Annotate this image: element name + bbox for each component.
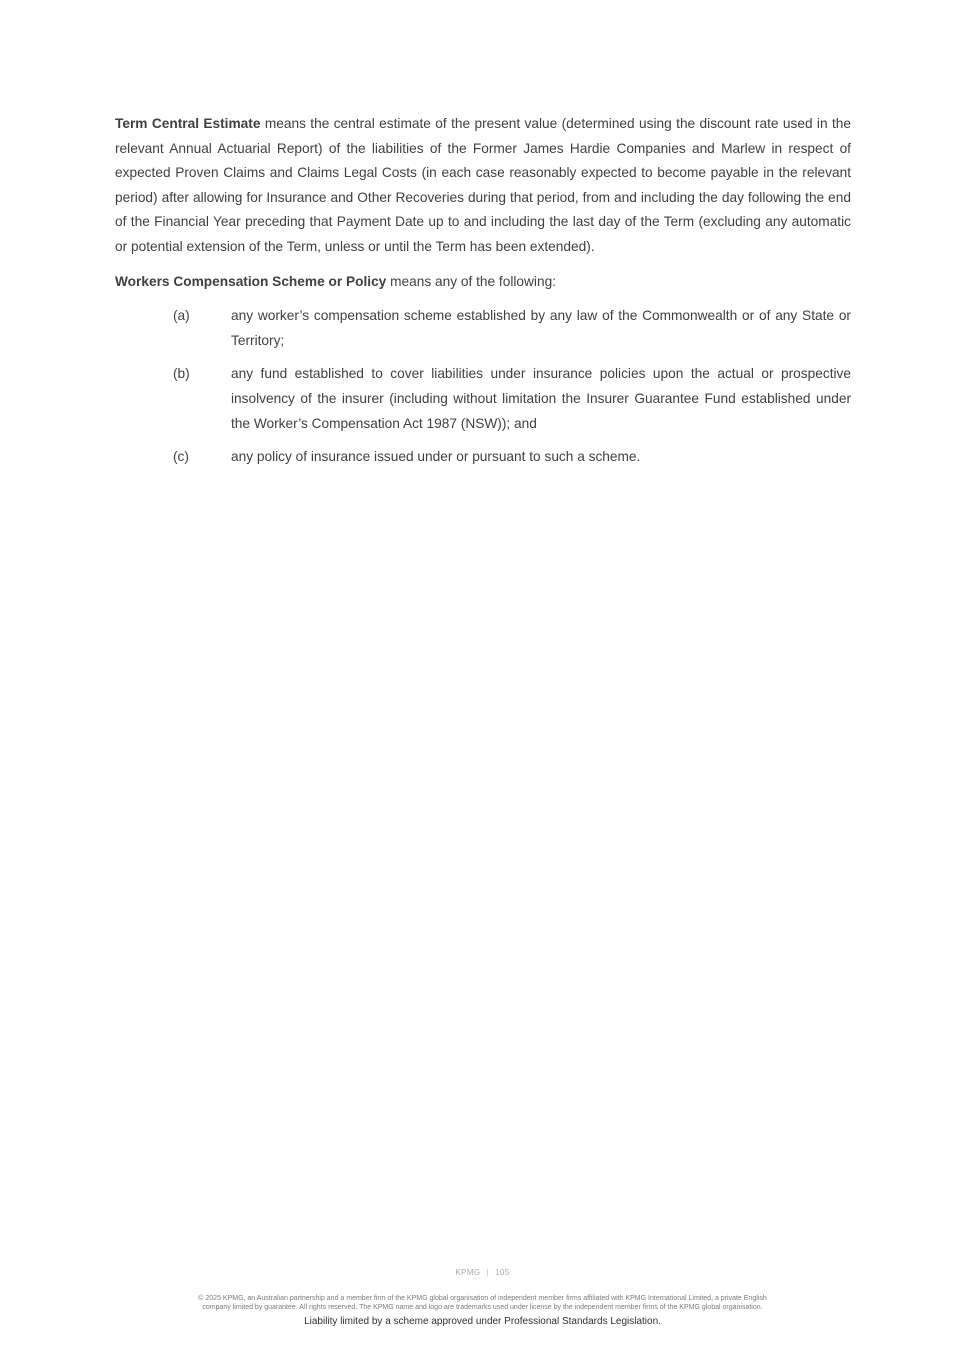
list-item-text: any fund established to cover liabilities under insurance policies upon the actual or prospective insolvency of the insurer (including without limitation the Insurer Guarantee Fund established under the Worker’s Compensation Act 1987 (NSW)); and [231, 366, 851, 431]
page-footer [0, 1268, 965, 1327]
footer-page-number: 105 [495, 1268, 510, 1277]
definition-list [115, 304, 851, 470]
liability-text: Liability limited by a scheme approved under Professional Standards Legislation. [304, 1315, 661, 1327]
document-content [115, 112, 851, 479]
list-item-label: (c) [173, 449, 189, 465]
list-item-label: (b) [173, 366, 190, 382]
definition-term-central-estimate [115, 112, 851, 260]
footer-separator: | [486, 1268, 490, 1277]
list-item-label: (a) [173, 308, 190, 324]
list-item-text: any worker’s compensation scheme established by any law of the Commonwealth or of any State or Territory; [231, 308, 851, 348]
footer-brand: KPMG [455, 1268, 481, 1277]
definition-body: means any of the following: [390, 273, 556, 289]
list-item-text: any policy of insurance issued under or pursuant to such a scheme. [231, 449, 641, 465]
copyright-line-2: company limited by guarantee. All rights reserved. The KPMG name and logo are trademarks used under license by the independent member firms of the KPMG global organisation. [202, 1304, 763, 1312]
page-marker [0, 1268, 965, 1277]
list-item [115, 362, 851, 436]
defined-term: Term Central Estimate [115, 116, 261, 131]
list-item [115, 304, 851, 353]
definition-workers-compensation [115, 270, 851, 295]
definition-body: means the central estimate of the present value (determined using the discount rate used in the relevant Annual Actuarial Report) of the liabilities of the Former James Hardie Companies and Marlew in respect of expected Proven Claims and Claims Legal Costs (in each case reasonably expected to become payable in the relevant period) after allowing for Insurance and Other Recoveries during that period, from and including the day following the end of the Financial Year preceding that Payment Date up to and including the last day of the Term (excluding any automatic or potential extension of the Term, unless or until the Term has been extended). [115, 116, 851, 254]
copyright-text [0, 1294, 965, 1313]
list-item [115, 445, 851, 470]
copyright-line-1: © 2025 KPMG, an Australian partnership and a member firm of the KPMG global organisation of independent member firms affiliated with KPMG International Limited, a private English [198, 1295, 767, 1302]
defined-term: Workers Compensation Scheme or Policy [115, 273, 387, 289]
